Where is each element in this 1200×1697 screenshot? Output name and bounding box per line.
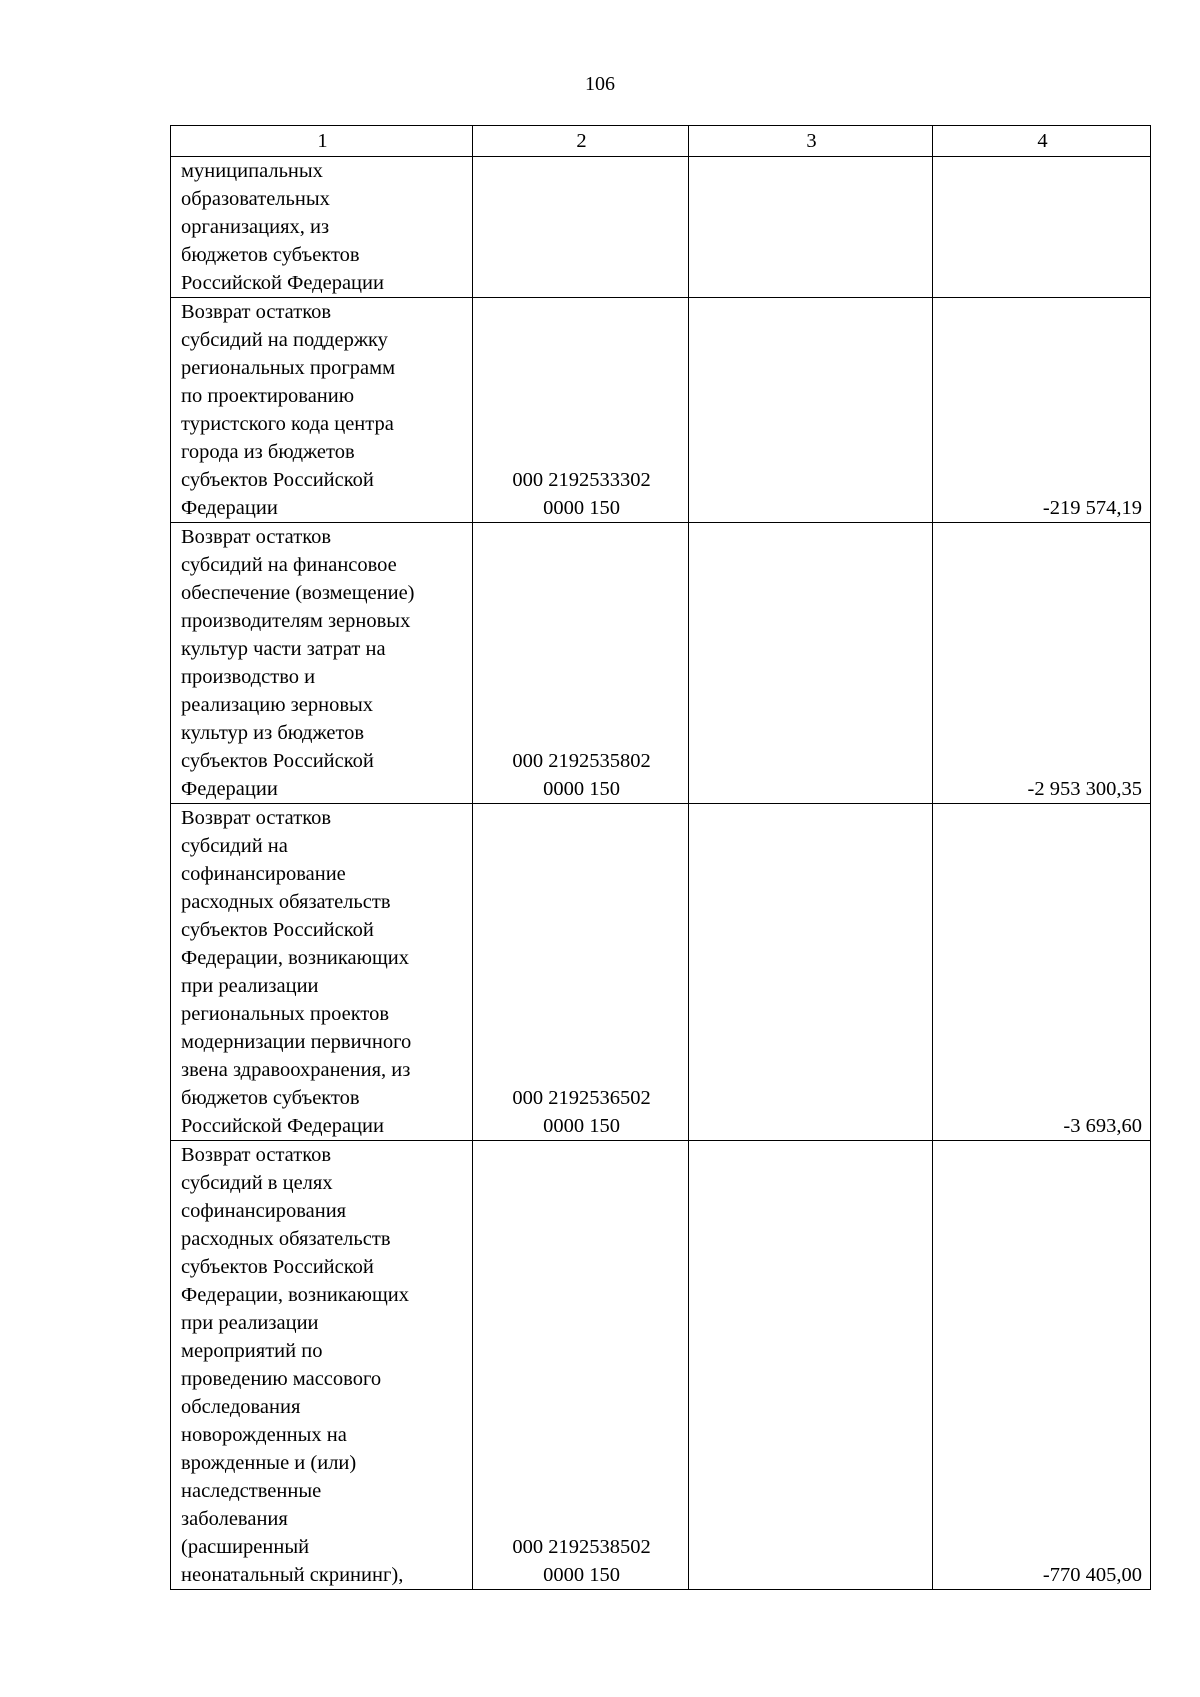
table-row <box>171 298 1151 523</box>
row-code: 000 2192538502 0000 150 <box>473 1141 689 1590</box>
row-amount: -3 693,60 <box>933 804 1151 1141</box>
row-description: Возврат остатков субсидий на софинансирование расходных обязательств субъектов Российской Федерации, возникающих при реализации региональных проектов модернизации первичного звена здравоохранения, из бюджетов субъектов Российской Федерации <box>171 804 473 1141</box>
row-description: Возврат остатков субсидий на финансовое обеспечение (возмещение) производителям зерновых культур части затрат на производство и реализацию зерновых культур из бюджетов субъектов Российской Федерации <box>171 523 473 804</box>
row-code: 000 2192535802 0000 150 <box>473 523 689 804</box>
row-col3 <box>689 523 933 804</box>
row-amount: -2 953 300,35 <box>933 523 1151 804</box>
row-col3 <box>689 1141 933 1590</box>
row-code: 000 2192536502 0000 150 <box>473 804 689 1141</box>
row-col3 <box>689 157 933 298</box>
table-row <box>171 804 1151 1141</box>
column-header-3: 3 <box>689 126 933 157</box>
row-col3 <box>689 298 933 523</box>
row-code <box>473 157 689 298</box>
table-row <box>171 157 1151 298</box>
column-header-4: 4 <box>933 126 1151 157</box>
column-header-2: 2 <box>473 126 689 157</box>
budget-table <box>170 125 1151 1590</box>
table-row <box>171 1141 1151 1590</box>
table-row <box>171 523 1151 804</box>
row-description: Возврат остатков субсидий в целях софинансирования расходных обязательств субъектов Российской Федерации, возникающих при реализации мероприятий по проведению массового обследования новорожденных на врожденные и (или) наследственные заболевания (расширенный неонатальный скрининг), <box>171 1141 473 1590</box>
row-code: 000 2192533302 0000 150 <box>473 298 689 523</box>
row-amount: -219 574,19 <box>933 298 1151 523</box>
row-amount <box>933 157 1151 298</box>
row-col3 <box>689 804 933 1141</box>
row-description: муниципальных образовательных организациях, из бюджетов субъектов Российской Федерации <box>171 157 473 298</box>
page-number: 106 <box>585 73 615 95</box>
row-amount: -770 405,00 <box>933 1141 1151 1590</box>
column-header-1: 1 <box>171 126 473 157</box>
row-description: Возврат остатков субсидий на поддержку региональных программ по проектированию туристского кода центра города из бюджетов субъектов Российской Федерации <box>171 298 473 523</box>
table-header-row <box>171 126 1151 157</box>
